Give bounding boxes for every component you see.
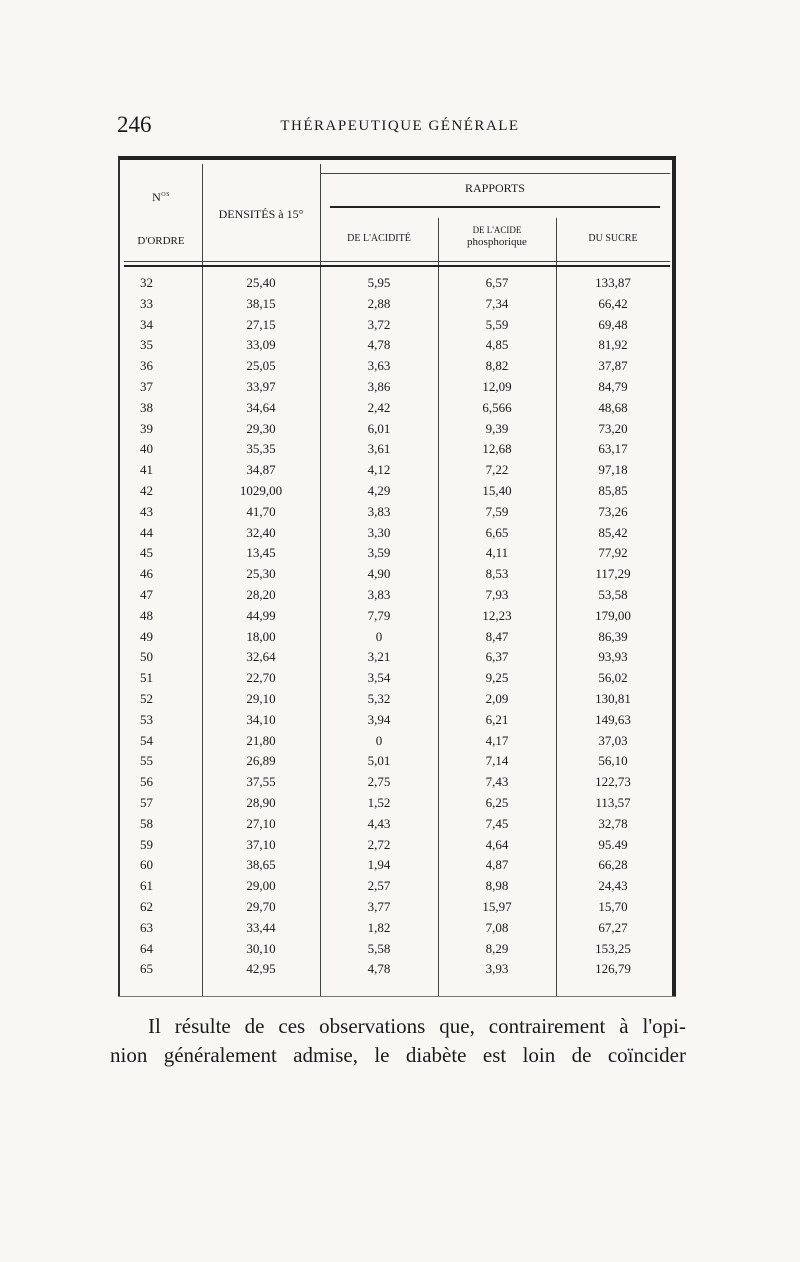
row-densite: 25,40 (246, 275, 276, 290)
row-sucre: 95.49 (598, 836, 628, 852)
row-acide-phosphorique: 8,47 (485, 628, 509, 644)
row-acide-phosphorique: 8,98 (485, 878, 509, 894)
row-number: 34 (140, 316, 153, 332)
table-row (120, 835, 670, 856)
row-sucre: 153,25 (595, 940, 631, 956)
row-acidite: 4,78 (367, 337, 391, 353)
row-acide-phosphorique: 9,25 (485, 670, 509, 686)
row-number: 58 (140, 815, 153, 831)
row-acide-phosphorique: 4,85 (485, 337, 509, 353)
row-number: 40 (140, 441, 153, 457)
row-acide-phosphorique: 3,93 (485, 961, 509, 977)
header-densites: DENSITÉS à 15° (218, 207, 304, 221)
row-number: 64 (140, 940, 153, 956)
row-acidite: 1,52 (367, 794, 391, 810)
row-sucre: 133,87 (595, 275, 631, 290)
row-sucre: 97,18 (598, 462, 628, 478)
row-acide-phosphorique: 8,53 (485, 566, 509, 582)
row-sucre: 73,20 (598, 420, 628, 436)
row-sucre: 67,27 (598, 919, 628, 935)
row-number: 62 (140, 898, 153, 914)
row-number: 46 (140, 566, 153, 582)
row-acidite: 5,58 (367, 940, 391, 956)
row-number: 54 (140, 732, 153, 748)
header-sucre: DU SUCRE (588, 233, 638, 244)
row-number: 53 (140, 711, 153, 727)
row-acidite: 4,90 (367, 566, 391, 582)
table-row (120, 294, 670, 315)
table-row (120, 481, 670, 502)
row-number: 59 (140, 836, 153, 852)
row-number: 56 (140, 774, 153, 790)
row-densite: 25,30 (246, 566, 276, 582)
row-acide-phosphorique: 6,21 (485, 711, 509, 727)
row-sucre: 63,17 (598, 441, 628, 457)
row-densite: 13,45 (246, 545, 276, 561)
row-acidite: 4,78 (367, 961, 391, 977)
row-acidite: 3,63 (367, 358, 391, 374)
row-number: 45 (140, 545, 153, 561)
table-row (120, 751, 670, 772)
row-acidite: 5,01 (367, 753, 391, 769)
row-acide-phosphorique: 6,37 (485, 649, 509, 665)
row-acide-phosphorique: 7,43 (485, 774, 509, 790)
row-sucre: 93,93 (598, 649, 628, 665)
header-rapports: RAPPORTS (465, 181, 525, 195)
row-number: 42 (140, 482, 153, 498)
row-acide-phosphorique: 4,64 (485, 836, 509, 852)
row-sucre: 56,02 (598, 670, 628, 686)
table-row (120, 689, 670, 710)
row-number: 61 (140, 878, 153, 894)
row-acide-phosphorique: 4,17 (485, 732, 509, 748)
row-acidite: 5,95 (367, 275, 391, 290)
table-row (120, 897, 670, 918)
row-densite: 33,09 (246, 337, 276, 353)
page-number: 246 (117, 112, 152, 137)
table-row (120, 939, 670, 960)
row-acidite: 4,29 (367, 482, 391, 498)
row-acide-phosphorique: 12,23 (482, 607, 512, 623)
row-acidite: 2,88 (367, 295, 391, 311)
row-acidite: 2,57 (367, 878, 391, 894)
row-acidite: 3,30 (367, 524, 391, 540)
row-sucre: 56,10 (598, 753, 628, 769)
row-acidite: 0 (375, 732, 383, 748)
row-acidite: 6,01 (367, 420, 391, 436)
row-acidite: 4,43 (367, 815, 391, 831)
row-acide-phosphorique: 7,08 (485, 919, 509, 935)
row-number: 49 (140, 628, 153, 644)
row-acidite: 1,82 (367, 919, 391, 935)
paragraph-line: Il résulte de ces observations que, contrairement à l'opi- (148, 1014, 686, 1038)
rapports-under-rule (330, 206, 660, 208)
table-row (120, 647, 670, 668)
row-sucre: 15,70 (598, 898, 628, 914)
row-acide-phosphorique: 15,40 (482, 482, 512, 498)
row-sucre: 73,26 (598, 503, 628, 519)
table-row (120, 273, 670, 294)
table-row (120, 356, 670, 377)
row-acide-phosphorique: 4,11 (485, 545, 509, 561)
data-table (118, 156, 676, 996)
row-number: 38 (140, 399, 153, 415)
row-acidite: 3,83 (367, 503, 391, 519)
row-densite: 27,15 (246, 316, 276, 332)
row-acidite: 4,12 (367, 462, 391, 478)
row-acidite: 7,79 (367, 607, 391, 623)
row-number: 48 (140, 607, 153, 623)
row-acidite: 3,72 (367, 316, 391, 332)
row-densite: 22,70 (246, 670, 276, 686)
table-row (120, 585, 670, 606)
row-sucre: 149,63 (595, 711, 631, 727)
row-sucre: 113,57 (595, 794, 631, 810)
row-densite: 37,55 (246, 774, 276, 790)
table-row (120, 772, 670, 793)
row-sucre: 37,87 (598, 358, 628, 374)
row-densite: 34,10 (246, 711, 276, 727)
table-row (120, 710, 670, 731)
table-row (120, 439, 670, 460)
row-acidite: 1,94 (367, 857, 391, 873)
row-densite: 41,70 (246, 503, 276, 519)
row-densite: 33,44 (246, 919, 276, 935)
row-number: 47 (140, 586, 153, 602)
row-acide-phosphorique: 6,566 (482, 399, 512, 415)
row-acide-phosphorique: 12,09 (482, 378, 512, 394)
row-densite: 1029,00 (239, 482, 283, 498)
row-acide-phosphorique: 15,97 (482, 898, 512, 914)
table-row (120, 523, 670, 544)
row-sucre: 48,68 (598, 399, 628, 415)
row-number: 52 (140, 690, 153, 706)
row-number: 33 (140, 295, 153, 311)
row-densite: 44,99 (246, 607, 276, 623)
row-sucre: 24,43 (598, 878, 628, 894)
row-acidite: 2,72 (367, 836, 391, 852)
row-acidite: 3,77 (367, 898, 391, 914)
row-densite: 28,20 (246, 586, 276, 602)
row-sucre: 66,28 (598, 857, 628, 873)
row-number: 63 (140, 919, 153, 935)
row-number: 37 (140, 378, 153, 394)
table-row (120, 315, 670, 336)
row-number: 50 (140, 649, 153, 665)
table-row (120, 335, 670, 356)
row-acidite: 3,54 (367, 670, 391, 686)
row-sucre: 77,92 (598, 545, 628, 561)
row-sucre: 69,48 (598, 316, 628, 332)
row-densite: 29,00 (246, 878, 276, 894)
row-acide-phosphorique: 6,57 (485, 275, 509, 290)
row-densite: 28,90 (246, 794, 276, 810)
row-acidite: 3,86 (367, 378, 391, 394)
table-row (120, 377, 670, 398)
row-densite: 34,87 (246, 462, 276, 478)
table-row (120, 564, 670, 585)
table-row (120, 855, 670, 876)
row-acide-phosphorique: 7,59 (485, 503, 509, 519)
row-number: 57 (140, 794, 153, 810)
row-densite: 29,10 (246, 690, 276, 706)
row-acide-phosphorique: 7,45 (485, 815, 509, 831)
row-densite: 42,95 (246, 961, 276, 977)
row-densite: 33,97 (246, 378, 276, 394)
table-row (120, 793, 670, 814)
row-sucre: 117,29 (595, 566, 631, 582)
row-sucre: 122,73 (595, 774, 631, 790)
row-densite: 29,30 (246, 420, 276, 436)
row-densite: 29,70 (246, 898, 276, 914)
header-ordre: D'ORDRE (137, 235, 185, 247)
row-acide-phosphorique: 8,82 (485, 358, 509, 374)
row-sucre: 130,81 (595, 690, 631, 706)
row-number: 65 (140, 961, 153, 977)
paragraph-line: nion généralement admise, le diabète est loin de coïncider (110, 1043, 686, 1067)
row-number: 39 (140, 420, 153, 436)
table-row (120, 814, 670, 835)
row-acide-phosphorique: 6,25 (485, 794, 509, 810)
header-acidite: DE L'ACIDITÉ (347, 233, 411, 244)
table-row (120, 419, 670, 440)
running-head: THÉRAPEUTIQUE GÉNÉRALE (280, 118, 520, 134)
row-acidite: 3,61 (367, 441, 391, 457)
row-number: 41 (140, 462, 153, 478)
row-densite: 32,64 (246, 649, 276, 665)
row-densite: 25,05 (246, 358, 276, 374)
row-densite: 34,64 (246, 399, 276, 415)
row-number: 60 (140, 857, 153, 873)
row-acide-phosphorique: 12,68 (482, 441, 512, 457)
row-sucre: 126,79 (595, 961, 631, 977)
row-acide-phosphorique: 6,65 (485, 524, 509, 540)
table-row (120, 959, 670, 980)
row-number: 32 (140, 275, 153, 290)
row-acide-phosphorique: 4,87 (485, 857, 509, 873)
row-sucre: 179,00 (595, 607, 631, 623)
row-acide-phosphorique: 7,14 (485, 753, 509, 769)
table-body (120, 273, 670, 980)
table-row (120, 731, 670, 752)
table-row (120, 918, 670, 939)
row-sucre: 86,39 (598, 628, 628, 644)
row-acidite: 0 (375, 628, 383, 644)
row-sucre: 85,85 (598, 482, 628, 498)
header-rule (124, 261, 670, 262)
row-sucre: 32,78 (598, 815, 628, 831)
table-row (120, 876, 670, 897)
row-densite: 27,10 (246, 815, 276, 831)
row-number: 35 (140, 337, 153, 353)
header-nos: $N^{os}$ (152, 189, 170, 204)
row-number: 44 (140, 524, 153, 540)
table-bottom-rule (118, 996, 676, 997)
row-sucre: 84,79 (598, 378, 628, 394)
row-number: 43 (140, 503, 153, 519)
row-sucre: 66,42 (598, 295, 628, 311)
row-sucre: 37,03 (598, 732, 628, 748)
row-number: 51 (140, 670, 153, 686)
row-densite: 38,65 (246, 857, 276, 873)
row-densite: 37,10 (246, 836, 276, 852)
row-acide-phosphorique: 9,39 (485, 420, 509, 436)
row-densite: 38,15 (246, 295, 276, 311)
row-acide-phosphorique: 7,22 (485, 462, 509, 478)
row-number: 36 (140, 358, 153, 374)
row-acide-phosphorique: 7,93 (485, 586, 509, 602)
row-sucre: 85,42 (598, 524, 628, 540)
table-row (120, 502, 670, 523)
row-densite: 18,00 (246, 628, 276, 644)
table-row (120, 398, 670, 419)
row-densite: 21,80 (246, 732, 276, 748)
table-row (120, 460, 670, 481)
row-acidite: 3,59 (367, 545, 391, 561)
row-sucre: 53,58 (598, 586, 628, 602)
row-densite: 35,35 (246, 441, 276, 457)
header-rule-thick (124, 265, 670, 267)
table-row (120, 606, 670, 627)
row-acide-phosphorique: 2,09 (485, 690, 509, 706)
row-acide-phosphorique: 8,29 (485, 940, 509, 956)
row-acidite: 3,83 (367, 586, 391, 602)
row-acidite: 2,75 (367, 774, 391, 790)
row-densite: 30,10 (246, 940, 276, 956)
header-acide-phosphorique: DE L'ACIDE phosphorique (467, 225, 527, 249)
table-row (120, 668, 670, 689)
body-paragraph (110, 1012, 686, 1070)
row-densite: 32,40 (246, 524, 276, 540)
row-number: 55 (140, 753, 153, 769)
row-acide-phosphorique: 7,34 (485, 295, 509, 311)
table-row (120, 627, 670, 648)
row-acidite: 2,42 (367, 399, 391, 415)
row-acidite: 3,94 (367, 711, 391, 727)
row-sucre: 81,92 (598, 337, 628, 353)
row-densite: 26,89 (246, 753, 276, 769)
row-acidite: 3,21 (367, 649, 391, 665)
table-row (120, 543, 670, 564)
row-acide-phosphorique: 5,59 (485, 316, 509, 332)
row-acidite: 5,32 (367, 690, 391, 706)
rapports-top-rule (320, 173, 670, 174)
